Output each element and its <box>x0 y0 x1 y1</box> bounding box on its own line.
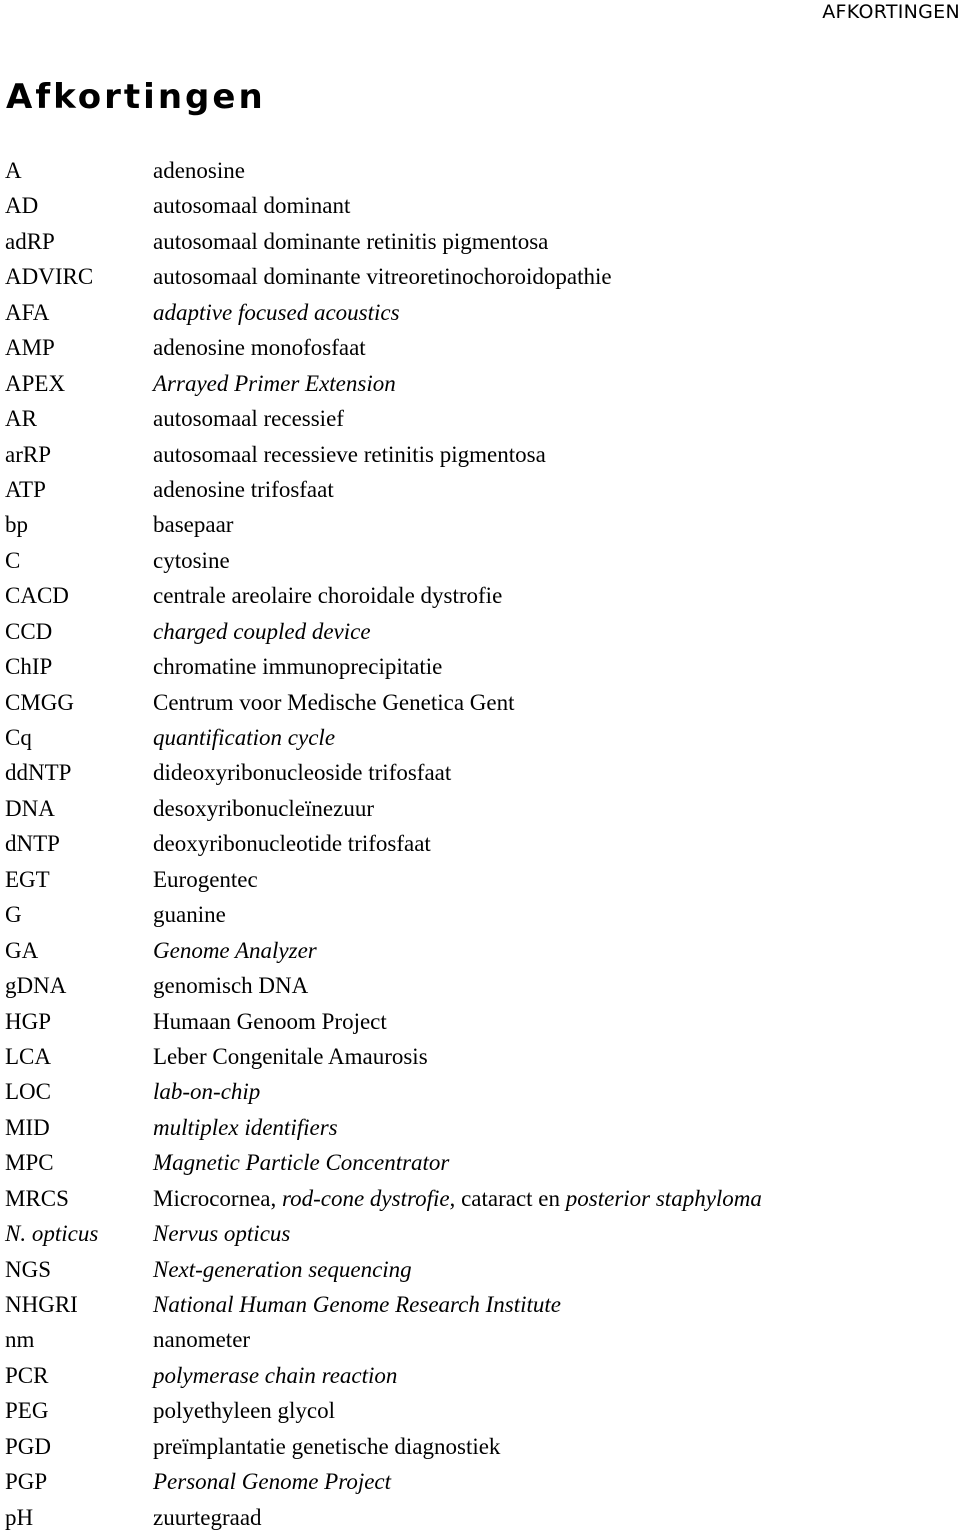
definition-text: adenosine monofosfaat <box>153 335 366 361</box>
abbreviation-definition <box>153 259 955 294</box>
abbreviation-term: PCR <box>5 1362 49 1388</box>
abbreviation-term: AR <box>5 406 37 432</box>
abbreviation-row <box>5 366 955 401</box>
definition-text: Personal Genome Project <box>153 1469 392 1495</box>
abbreviation-row <box>5 1074 955 1109</box>
abbreviation-row <box>5 755 955 790</box>
abbreviation-row <box>5 224 955 259</box>
abbreviation-row <box>5 330 955 365</box>
abbreviation-definition <box>153 862 955 897</box>
abbreviation-definition <box>153 755 955 790</box>
abbreviation-term: APEX <box>5 370 66 396</box>
abbreviation-term: Cq <box>5 725 32 750</box>
definition-text: polyethyleen glycol <box>153 1398 336 1424</box>
abbreviation-term: MRCS <box>5 1185 69 1211</box>
definition-text: cytosine <box>153 547 230 573</box>
abbreviation-row <box>5 649 955 684</box>
abbreviation-row <box>5 862 955 897</box>
abbreviation-term: CMGG <box>5 689 75 715</box>
definition-text: Arrayed Primer Extension <box>153 370 396 396</box>
abbreviation-row <box>5 1322 955 1357</box>
abbreviation-definition <box>153 1145 955 1180</box>
abbreviation-definition <box>153 507 955 542</box>
abbreviation-term: AFA <box>5 299 50 325</box>
definition-text: lab-on-chip <box>153 1079 261 1105</box>
definition-text: Humaan Genoom Project <box>153 1008 387 1034</box>
abbreviation-row <box>5 1393 955 1428</box>
definition-text: dideoxyribonucleoside trifosfaat <box>153 760 452 786</box>
definition-text: quantification cycle <box>153 725 336 750</box>
abbreviation-term: CCD <box>5 618 53 644</box>
abbreviation-term: DNA <box>5 795 55 821</box>
abbreviation-row <box>5 1004 955 1039</box>
definition-text: adaptive focused acoustics <box>153 299 400 325</box>
abbreviation-term: A <box>5 158 22 183</box>
abbreviation-definition <box>153 1074 955 1109</box>
definition-text: genomisch DNA <box>153 973 309 999</box>
abbreviation-row <box>5 259 955 294</box>
definition-text: Leber Congenitale Amaurosis <box>153 1043 428 1069</box>
abbreviation-definition <box>153 1004 955 1039</box>
abbreviation-term: dNTP <box>5 831 60 857</box>
abbreviation-term: AD <box>5 193 39 219</box>
abbreviation-definition <box>153 437 955 472</box>
definition-text: guanine <box>153 902 226 928</box>
definition-text: cataract en <box>455 1185 566 1211</box>
abbreviation-term: C <box>5 547 21 573</box>
abbreviation-definition <box>153 968 955 1003</box>
abbreviation-term: PEG <box>5 1398 49 1424</box>
abbreviation-definition <box>153 153 955 188</box>
abbreviation-definition <box>153 720 955 755</box>
abbreviation-term: N. opticus <box>5 1221 99 1247</box>
running-header: AFKORTINGEN <box>822 1 960 23</box>
abbreviation-row <box>5 1216 955 1251</box>
definition-text: autosomaal dominante vitreoretinochoroidopathie <box>153 264 612 290</box>
abbreviation-term: NHGRI <box>5 1292 78 1317</box>
abbreviation-definition <box>153 1039 955 1074</box>
abbreviation-definition <box>153 1464 955 1499</box>
abbreviation-term: CACD <box>5 583 69 609</box>
abbreviation-definition <box>153 330 955 365</box>
abbreviation-definition <box>153 295 955 330</box>
definition-text: basepaar <box>153 512 234 538</box>
abbreviation-row <box>5 543 955 578</box>
abbreviation-definition <box>153 1429 955 1464</box>
definition-text: rod-cone dystrofie, <box>282 1185 456 1211</box>
abbreviation-definition <box>153 1181 955 1216</box>
abbreviation-term: ChIP <box>5 654 53 680</box>
abbreviation-definition <box>153 188 955 223</box>
definition-text: zuurtegraad <box>153 1504 262 1530</box>
abbreviation-row <box>5 1500 955 1535</box>
abbreviation-definition <box>153 472 955 507</box>
abbreviation-definition <box>153 401 955 436</box>
abbreviation-term: bp <box>5 512 28 538</box>
abbreviation-definition <box>153 224 955 259</box>
definition-text: preïmplantatie genetische diagnostiek <box>153 1433 501 1459</box>
definition-text: autosomaal recessief <box>153 406 344 432</box>
abbreviation-row <box>5 826 955 861</box>
abbreviation-term: ddNTP <box>5 760 72 786</box>
abbreviation-term: nm <box>5 1327 35 1353</box>
abbreviation-row <box>5 1252 955 1287</box>
definition-text: Eurogentec <box>153 866 258 892</box>
definition-text: nanometer <box>153 1327 251 1353</box>
abbreviation-row <box>5 897 955 932</box>
abbreviation-definition <box>153 826 955 861</box>
abbreviation-row <box>5 507 955 542</box>
definition-text: charged coupled device <box>153 618 371 644</box>
abbreviation-row <box>5 472 955 507</box>
definition-text: National Human Genome Research Institute <box>153 1292 561 1317</box>
definition-text: centrale areolaire choroidale dystrofie <box>153 583 503 609</box>
definition-text: Magnetic Particle Concentrator <box>153 1150 450 1176</box>
definition-text: Genome Analyzer <box>153 937 317 963</box>
abbreviation-definition <box>153 933 955 968</box>
definition-text: adenosine <box>153 158 245 183</box>
page-title: Afkortingen <box>6 77 266 117</box>
definition-text: Centrum voor Medische Genetica Gent <box>153 689 515 715</box>
abbreviation-definition <box>153 1252 955 1287</box>
abbreviation-definition <box>153 1322 955 1357</box>
abbreviation-definition <box>153 1216 955 1251</box>
abbreviation-term: adRP <box>5 228 55 254</box>
abbreviation-row <box>5 1039 955 1074</box>
definition-text: multiplex identifiers <box>153 1114 338 1140</box>
abbreviation-definition <box>153 1500 955 1535</box>
abbreviation-row <box>5 1287 955 1322</box>
abbreviation-definition <box>153 685 955 720</box>
abbreviation-term: GA <box>5 937 39 963</box>
abbreviation-row <box>5 1464 955 1499</box>
definition-text: adenosine trifosfaat <box>153 476 334 502</box>
abbreviation-row <box>5 614 955 649</box>
abbreviation-row <box>5 401 955 436</box>
abbreviation-term: ADVIRC <box>5 264 94 290</box>
abbreviation-term: MPC <box>5 1150 54 1176</box>
definition-text: desoxyribonucleïnezuur <box>153 795 374 821</box>
definition-text: chromatine immunoprecipitatie <box>153 654 443 680</box>
abbreviation-row <box>5 1145 955 1180</box>
abbreviation-row <box>5 295 955 330</box>
abbreviation-row <box>5 968 955 1003</box>
abbreviation-row <box>5 1429 955 1464</box>
abbreviation-row <box>5 685 955 720</box>
abbreviation-term: MID <box>5 1114 50 1140</box>
abbreviation-row <box>5 1358 955 1393</box>
abbreviation-definition <box>153 897 955 932</box>
abbreviation-row <box>5 933 955 968</box>
abbreviation-definition <box>153 614 955 649</box>
definition-text: autosomaal dominant <box>153 193 351 219</box>
abbreviation-row <box>5 720 955 755</box>
abbreviation-row <box>5 791 955 826</box>
definition-text: autosomaal dominante retinitis pigmentosa <box>153 228 549 254</box>
abbreviation-definition <box>153 366 955 401</box>
abbreviation-row <box>5 1181 955 1216</box>
abbreviation-term: G <box>5 902 22 928</box>
definition-text: deoxyribonucleotide trifosfaat <box>153 831 431 857</box>
definition-text: posterior staphyloma <box>565 1185 762 1211</box>
abbreviation-term: HGP <box>5 1008 52 1034</box>
abbreviation-list <box>5 153 955 1535</box>
abbreviation-row <box>5 153 955 188</box>
abbreviation-row <box>5 1110 955 1145</box>
abbreviation-definition <box>153 578 955 613</box>
abbreviation-row <box>5 188 955 223</box>
abbreviation-term: LOC <box>5 1079 51 1105</box>
abbreviation-term: arRP <box>5 441 51 467</box>
definition-text: Microcornea, <box>153 1185 282 1211</box>
definition-text: Next-generation sequencing <box>153 1256 412 1282</box>
abbreviation-definition <box>153 1358 955 1393</box>
abbreviation-definition <box>153 1110 955 1145</box>
abbreviation-term: PGP <box>5 1469 48 1495</box>
abbreviation-row <box>5 578 955 613</box>
definition-text: Nervus opticus <box>153 1221 291 1247</box>
abbreviation-definition <box>153 1393 955 1428</box>
abbreviation-definition <box>153 791 955 826</box>
abbreviation-term: NGS <box>5 1256 52 1282</box>
abbreviation-term: ATP <box>5 476 46 502</box>
abbreviation-term: LCA <box>5 1043 51 1069</box>
abbreviation-term: EGT <box>5 866 50 892</box>
abbreviation-row <box>5 437 955 472</box>
abbreviation-definition <box>153 1287 955 1322</box>
abbreviation-term: gDNA <box>5 973 67 999</box>
definition-text: polymerase chain reaction <box>153 1362 398 1388</box>
abbreviation-term: pH <box>5 1504 34 1530</box>
abbreviation-definition <box>153 543 955 578</box>
definition-text: autosomaal recessieve retinitis pigmentosa <box>153 441 546 467</box>
abbreviation-term: AMP <box>5 335 55 361</box>
abbreviation-definition <box>153 649 955 684</box>
abbreviation-term: PGD <box>5 1433 52 1459</box>
